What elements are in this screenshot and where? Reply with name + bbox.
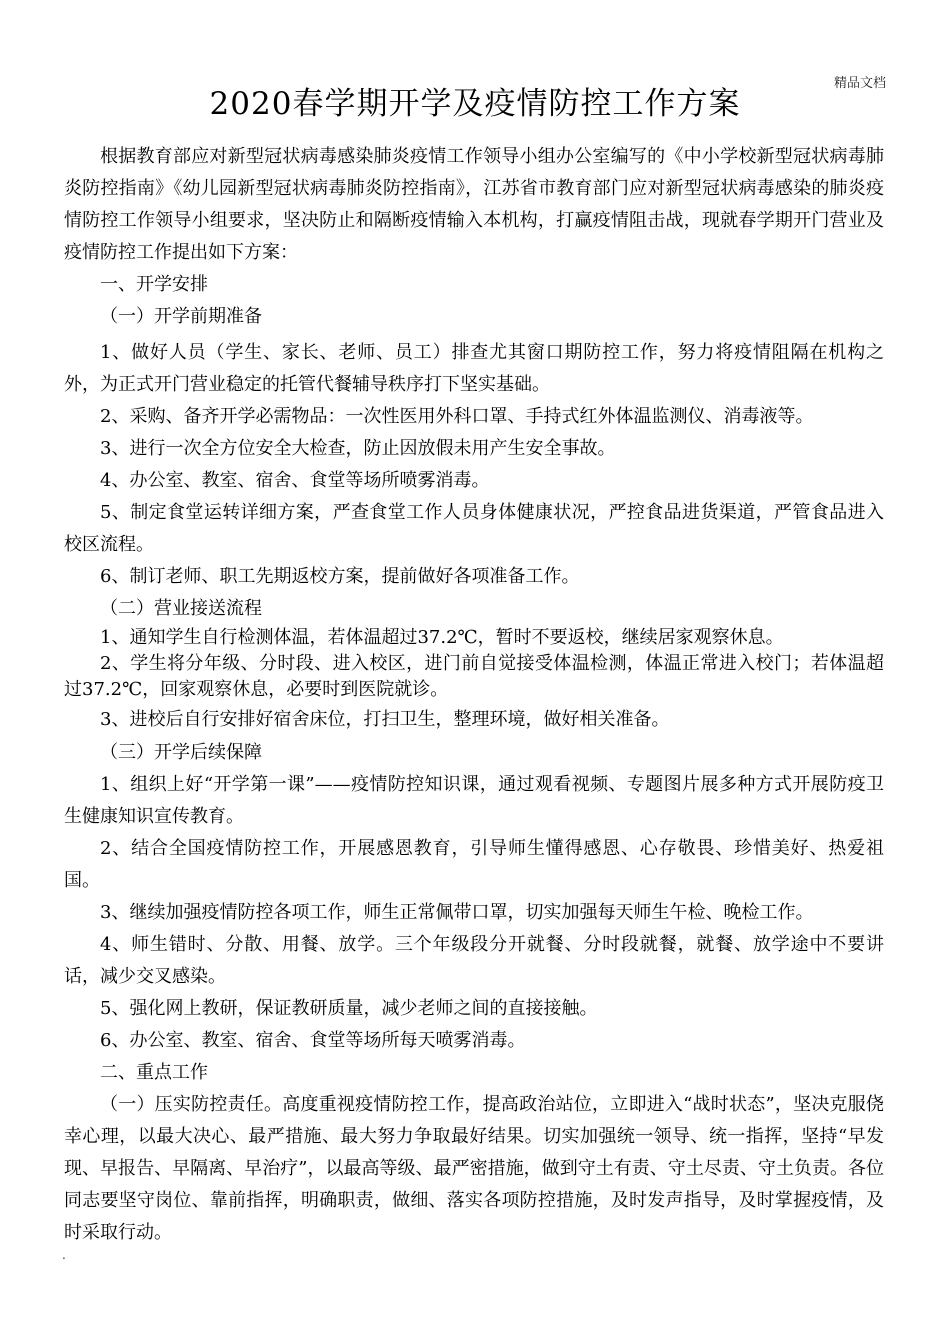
list-item: 3、进校后自行安排好宿舍床位，打扫卫生，整理环境，做好相关准备。 xyxy=(100,709,670,730)
key-work-paragraph: （一）压实防控责任。高度重视疫情防控工作，提高政治站位，立即进入“战时状态”，坚决克服侥幸心理，以最大决心、最严措施、最大努力争取最好结果。切实加强统一领导、统一指挥，坚持“早发现、早报告、早隔离、早治疗”，以最高等级、最严密措施，做到守土有责、守土尽责、守土负责。各位同志要坚守岗位、靠前指挥，明确职责，做细、落实各项防控措施，及时发声指导，及时掌握疫情，及时采取行动。 xyxy=(64,1094,884,1243)
section-heading-2: 二、重点工作 xyxy=(100,1062,208,1083)
watermark-text: 精品文档 xyxy=(833,76,886,91)
list-item: 6、制订老师、职工先期返校方案，提前做好各项准备工作。 xyxy=(100,566,580,587)
list-item: 1、通知学生自行检测体温，若体温超过37.2℃，暂时不要返校，继续居家观察休息。 xyxy=(100,627,784,648)
subsection-heading-1: （一）开学前期准备 xyxy=(100,306,262,327)
list-item: 1、做好人员（学生、家长、老师、员工）排查尤其窗口期防控工作，努力将疫情阻隔在机构之外，为正式开门营业稳定的托管代餐辅导秩序打下坚实基础。 xyxy=(64,342,884,395)
list-item: 1、组织上好“开学第一课”——疫情防控知识课，通过观看视频、专题图片展多种方式开展防疫卫生健康知识宣传教育。 xyxy=(64,774,884,827)
list-item: 6、办公室、教室、宿舍、食堂等场所每天喷雾消毒。 xyxy=(100,1030,526,1051)
list-item: 2、结合全国疫情防控工作，开展感恩教育，引导师生懂得感恩、心存敬畏、珍惜美好、热爱祖国。 xyxy=(64,838,884,891)
list-item: 2、采购、备齐开学必需物品：一次性医用外科口罩、手持式红外体温监测仪、消毒液等。 xyxy=(100,406,814,427)
document-title: 2020春学期开学及疫情防控工作方案 xyxy=(209,86,741,122)
list-item: 4、办公室、教室、宿舍、食堂等场所喷雾消毒。 xyxy=(100,470,490,491)
list-item: 3、进行一次全方位安全大检查，防止因放假未用产生安全事故。 xyxy=(100,438,616,459)
subsection-heading-3: （三）开学后续保障 xyxy=(100,742,262,763)
list-item: 4、师生错时、分散、用餐、放学。三个年级段分开就餐、分时段就餐，就餐、放学途中不要讲话，减少交叉感染。 xyxy=(64,934,884,987)
list-item: 5、制定食堂运转详细方案，严查食堂工作人员身体健康状况，严控食品进货渠道，严管食品进入校区流程。 xyxy=(64,502,884,555)
list-item: 2、学生将分年级、分时段、进入校区，进门前自觉接受体温检测，体温正常进入校门；若体温超过37.2℃，回家观察休息，必要时到医院就诊。 xyxy=(64,653,884,700)
list-item: 5、强化网上教研，保证教研质量，减少老师之间的直接接触。 xyxy=(100,998,598,1019)
section-heading-1: 一、开学安排 xyxy=(100,274,208,295)
intro-paragraph: 根据教育部应对新型冠状病毒感染肺炎疫情工作领导小组办公室编写的《中小学校新型冠状病毒肺炎防控指南》《幼儿园新型冠状病毒肺炎防控指南》，江苏省市教育部门应对新型冠状病毒感染的肺炎疫情防控工作领导小组要求，坚决防止和隔断疫情输入本机构，打赢疫情阻击战，现就春学期开门营业及疫情防控工作提出如下方案： xyxy=(64,146,884,263)
subsection-heading-2: （二）营业接送流程 xyxy=(100,598,262,619)
footer-mark: . xyxy=(62,1248,66,1262)
list-item: 3、继续加强疫情防控各项工作，师生正常佩带口罩，切实加强每天师生午检、晚检工作。 xyxy=(100,902,814,923)
document-body xyxy=(64,141,884,1249)
